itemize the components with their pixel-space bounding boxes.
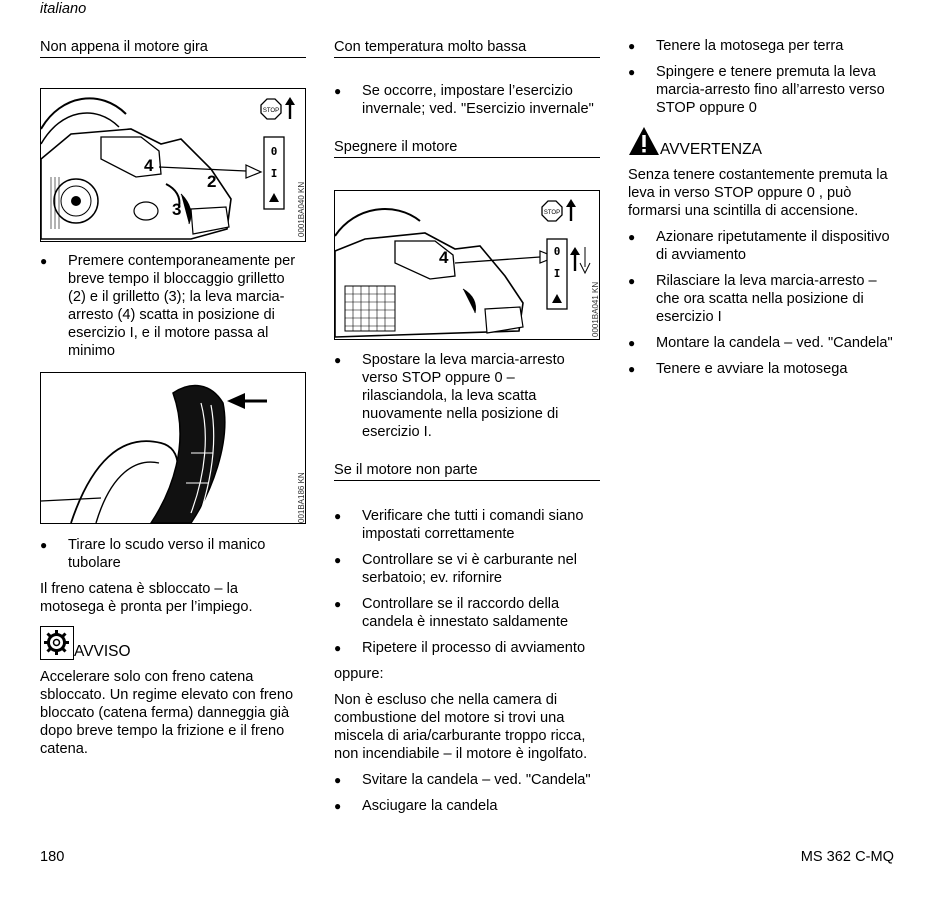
language-label: italiano xyxy=(40,1,87,17)
notice-text: Accelerare solo con freno catena sbloccato. Un regime elevato con freno bloccato (catena ferma) danneggia già dopo breve tempo la frizione e il freno catena. xyxy=(40,669,294,757)
column-3-top xyxy=(628,37,894,117)
column-1-text-b xyxy=(40,536,306,616)
instruction-bullet: ● Montare la candela – ved. "Candela" xyxy=(628,334,894,352)
column-1 xyxy=(40,38,306,58)
section-heading: Con temperatura molto bassa xyxy=(334,38,600,58)
label-2: 2 xyxy=(207,172,217,191)
figure-chainsaw-stop xyxy=(334,190,600,340)
stop-sign-icon: STOP xyxy=(543,210,561,216)
instruction-bullet: ● Rilasciare la leva marcia-arresto – che ora scatta nella posizione di esercizio I xyxy=(628,272,894,326)
figure-code: 001BA186 KN xyxy=(297,472,306,523)
warning-title: AVVERTENZA xyxy=(660,141,762,158)
lever-position-i: I xyxy=(553,267,561,280)
model-name: MS 362 C-MQ xyxy=(800,849,894,865)
notice-gear-icon xyxy=(40,626,74,660)
instruction-bullet: ● Tenere la motosega per terra xyxy=(628,37,894,55)
instruction-bullet: ● Svitare la candela – ved. "Candela" xyxy=(334,771,600,789)
column-1-text-a xyxy=(40,252,306,360)
instruction-bullet: ● Controllare se il raccordo della candela è innestato saldamente xyxy=(334,595,600,631)
paragraph: Non è escluso che nella camera di combustione del motore si trovi una miscela di aria/carburante troppo ricca, non incendiabile – il motore è ingolfato. xyxy=(334,692,588,762)
section-heading: Spegnere il motore xyxy=(334,138,600,158)
chainsaw-throttle-drawing xyxy=(41,89,305,241)
label-3: 3 xyxy=(172,200,182,219)
section-heading: Non appena il motore gira xyxy=(40,38,306,58)
column-3-bottom xyxy=(628,166,894,378)
column-1-text-c xyxy=(40,668,306,758)
lever-position-0: 0 xyxy=(270,145,278,158)
instruction-bullet: ● Ripetere il processo di avviamento xyxy=(334,639,600,657)
instruction-bullet: ● Controllare se vi è carburante nel serbatoio; ev. rifornire xyxy=(334,551,600,587)
figure-code: 0001BA040 KN xyxy=(297,181,306,237)
column-2-top xyxy=(334,38,600,158)
instruction-bullet: ● Azionare ripetutamente il dispositivo di avviamento xyxy=(628,228,894,264)
chainsaw-stop-drawing xyxy=(335,191,599,339)
instruction-bullet: ● Tenere e avviare la motosega xyxy=(628,360,894,378)
figure-chain-brake xyxy=(40,372,306,524)
figure-code: 0001BA041 KN xyxy=(591,281,600,337)
lever-position-0: 0 xyxy=(553,245,561,258)
warning-text: Senza tenere costantemente premuta la leva in verso STOP oppure 0 , può formarsi una scintilla di accensione. xyxy=(628,167,888,219)
instruction-bullet: ● Spingere e tenere premuta la leva marcia-arresto fino all’arresto verso STOP oppure 0 xyxy=(628,63,894,117)
instruction-bullet: ● Tirare lo scudo verso il manico tubolare xyxy=(40,536,306,572)
label-4: 4 xyxy=(439,248,449,267)
instruction-bullet: ● Premere contemporaneamente per breve tempo il bloccaggio grilletto (2) e il grilletto (3); la leva marcia-arresto (4) scatta in posizione di esercizio I, e il motore passa al minimo xyxy=(40,252,306,360)
instruction-bullet: ● Verificare che tutti i comandi siano impostati correttamente xyxy=(334,507,600,543)
paragraph: oppure: xyxy=(334,666,384,682)
label-4: 4 xyxy=(144,156,154,175)
page-number: 180 xyxy=(40,849,65,865)
paragraph: Il freno catena è sbloccato – la motosega è pronta per l’impiego. xyxy=(40,581,253,615)
lever-position-i: I xyxy=(270,167,278,180)
column-2-bottom xyxy=(334,351,600,815)
instruction-bullet: ● Spostare la leva marcia-arresto verso STOP oppure 0 – rilasciandola, la leva scatta nuovamente nella posizione di esercizio I. xyxy=(334,351,600,441)
figure-chainsaw-throttle xyxy=(40,88,306,242)
section-heading: Se il motore non parte xyxy=(334,461,600,481)
notice-title: AVVISO xyxy=(74,643,131,660)
warning-icon xyxy=(628,126,660,156)
chain-brake-drawing xyxy=(41,373,305,523)
instruction-bullet: ● Asciugare la candela xyxy=(334,797,600,815)
instruction-bullet: ● Se occorre, impostare l’esercizio invernale; ved. "Esercizio invernale" xyxy=(334,82,600,118)
stop-sign-icon: STOP xyxy=(262,108,280,114)
